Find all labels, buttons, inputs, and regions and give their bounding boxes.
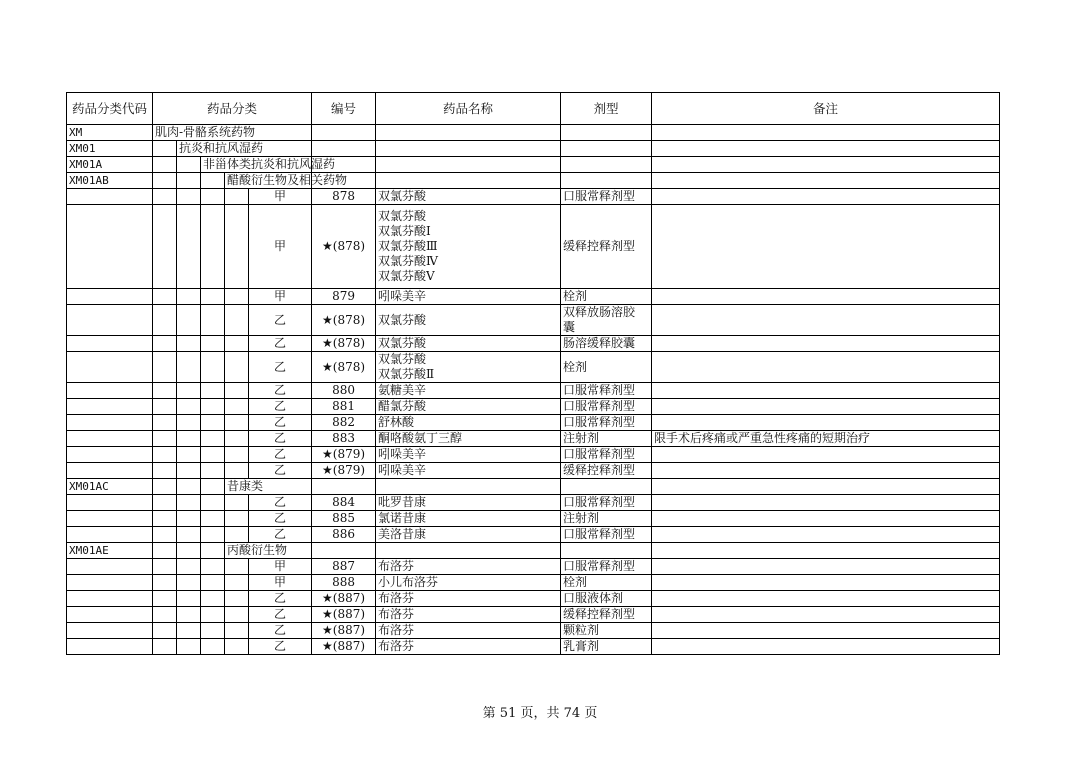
indent-cell bbox=[225, 289, 249, 305]
indent-cell bbox=[153, 173, 177, 189]
table-row bbox=[67, 447, 1000, 463]
code-cell bbox=[67, 639, 153, 655]
category-row bbox=[67, 125, 1000, 141]
table-row bbox=[67, 415, 1000, 431]
indent-cell bbox=[177, 607, 201, 623]
form-cell bbox=[561, 479, 652, 495]
note-cell bbox=[652, 607, 1000, 623]
grade-cell: 乙 bbox=[249, 527, 312, 543]
table-row bbox=[67, 336, 1000, 352]
dosage-form-cell: 栓剂 bbox=[561, 289, 652, 305]
number-cell: ★(878) bbox=[312, 336, 376, 352]
number-cell: 881 bbox=[312, 399, 376, 415]
form-cell bbox=[561, 157, 652, 173]
number-cell: 882 bbox=[312, 415, 376, 431]
table-row bbox=[67, 607, 1000, 623]
indent-cell bbox=[201, 639, 225, 655]
grade-cell: 乙 bbox=[249, 431, 312, 447]
form-cell bbox=[561, 125, 652, 141]
indent-cell bbox=[201, 352, 225, 383]
indent-cell bbox=[225, 591, 249, 607]
indent-cell bbox=[201, 559, 225, 575]
drug-name-cell: 布洛芬 bbox=[376, 591, 561, 607]
table-row bbox=[67, 305, 1000, 336]
note-cell bbox=[652, 305, 1000, 336]
note-cell: 限手术后疼痛或严重急性疼痛的短期治疗 bbox=[652, 431, 1000, 447]
indent-cell bbox=[153, 511, 177, 527]
indent-cell bbox=[201, 383, 225, 399]
indent-cell bbox=[201, 431, 225, 447]
grade-cell: 乙 bbox=[249, 447, 312, 463]
indent-cell bbox=[225, 575, 249, 591]
indent-cell bbox=[201, 463, 225, 479]
indent-cell bbox=[225, 527, 249, 543]
number-cell: ★(879) bbox=[312, 463, 376, 479]
footer-middle: 页，共 bbox=[520, 706, 560, 721]
indent-cell bbox=[177, 495, 201, 511]
indent-cell bbox=[153, 399, 177, 415]
indent-cell bbox=[201, 591, 225, 607]
indent-cell bbox=[201, 189, 225, 205]
number-cell: 880 bbox=[312, 383, 376, 399]
number-cell bbox=[312, 543, 376, 559]
indent-cell bbox=[153, 543, 177, 559]
note-cell bbox=[652, 383, 1000, 399]
header-category: 药品分类 bbox=[153, 93, 312, 125]
number-cell: 885 bbox=[312, 511, 376, 527]
grade-cell: 甲 bbox=[249, 205, 312, 289]
dosage-form-cell: 口服常释剂型 bbox=[561, 399, 652, 415]
indent-cell bbox=[225, 305, 249, 336]
category-name: 昔康类 bbox=[225, 479, 312, 495]
form-cell bbox=[561, 543, 652, 559]
drug-name-cell: 美洛昔康 bbox=[376, 527, 561, 543]
note-cell bbox=[652, 511, 1000, 527]
drug-name-cell: 吲哚美辛 bbox=[376, 289, 561, 305]
number-cell: ★(887) bbox=[312, 607, 376, 623]
table-row bbox=[67, 205, 1000, 289]
code-cell bbox=[67, 352, 153, 383]
grade-cell: 乙 bbox=[249, 591, 312, 607]
code-cell bbox=[67, 305, 153, 336]
indent-cell bbox=[201, 527, 225, 543]
drug-name-cell: 吲哚美辛 bbox=[376, 463, 561, 479]
indent-cell bbox=[153, 639, 177, 655]
drug-catalog-table bbox=[66, 92, 1000, 655]
number-cell: ★(887) bbox=[312, 591, 376, 607]
indent-cell bbox=[225, 511, 249, 527]
note-cell bbox=[652, 527, 1000, 543]
indent-cell bbox=[225, 189, 249, 205]
indent-cell bbox=[177, 591, 201, 607]
indent-cell bbox=[153, 336, 177, 352]
drug-name-cell: 醋氯芬酸 bbox=[376, 399, 561, 415]
dosage-form-cell: 肠溶缓释胶囊 bbox=[561, 336, 652, 352]
grade-cell: 乙 bbox=[249, 511, 312, 527]
category-name: 肌肉-骨骼系统药物 bbox=[153, 125, 312, 141]
code-cell bbox=[67, 623, 153, 639]
indent-cell bbox=[153, 305, 177, 336]
indent-cell bbox=[225, 559, 249, 575]
indent-cell bbox=[225, 495, 249, 511]
indent-cell bbox=[177, 543, 201, 559]
indent-cell bbox=[225, 415, 249, 431]
grade-cell: 乙 bbox=[249, 639, 312, 655]
drug-name-cell: 吲哚美辛 bbox=[376, 447, 561, 463]
code-cell bbox=[67, 527, 153, 543]
indent-cell bbox=[201, 205, 225, 289]
code-cell bbox=[67, 559, 153, 575]
indent-cell bbox=[225, 607, 249, 623]
number-cell: ★(879) bbox=[312, 447, 376, 463]
drug-name-cell: 布洛芬 bbox=[376, 559, 561, 575]
dosage-form-cell: 颗粒剂 bbox=[561, 623, 652, 639]
indent-cell bbox=[225, 352, 249, 383]
note-cell bbox=[652, 205, 1000, 289]
note-cell bbox=[652, 543, 1000, 559]
category-name: 非甾体类抗炎和抗风湿药 bbox=[201, 157, 312, 173]
note-cell bbox=[652, 479, 1000, 495]
indent-cell bbox=[201, 575, 225, 591]
indent-cell bbox=[153, 495, 177, 511]
indent-cell bbox=[177, 173, 201, 189]
table-row bbox=[67, 399, 1000, 415]
indent-cell bbox=[177, 479, 201, 495]
indent-cell bbox=[177, 559, 201, 575]
code-cell bbox=[67, 511, 153, 527]
indent-cell bbox=[177, 157, 201, 173]
dosage-form-cell: 口服常释剂型 bbox=[561, 559, 652, 575]
drug-name-cell: 双氯芬酸 双氯芬酸Ⅰ 双氯芬酸Ⅲ 双氯芬酸Ⅳ 双氯芬酸Ⅴ bbox=[376, 205, 561, 289]
drug-name-cell: 布洛芬 bbox=[376, 639, 561, 655]
indent-cell bbox=[177, 289, 201, 305]
note-cell bbox=[652, 575, 1000, 591]
dosage-form-cell: 双释放肠溶胶 囊 bbox=[561, 305, 652, 336]
grade-cell: 乙 bbox=[249, 415, 312, 431]
drug-name-cell: 双氯芬酸 bbox=[376, 189, 561, 205]
grade-cell: 乙 bbox=[249, 305, 312, 336]
code-cell bbox=[67, 399, 153, 415]
note-cell bbox=[652, 447, 1000, 463]
indent-cell bbox=[153, 559, 177, 575]
category-row bbox=[67, 479, 1000, 495]
indent-cell bbox=[225, 463, 249, 479]
indent-cell bbox=[201, 495, 225, 511]
indent-cell bbox=[153, 607, 177, 623]
number-cell: 887 bbox=[312, 559, 376, 575]
indent-cell bbox=[177, 431, 201, 447]
table-row bbox=[67, 559, 1000, 575]
indent-cell bbox=[201, 289, 225, 305]
grade-cell: 甲 bbox=[249, 575, 312, 591]
category-code: XM01AE bbox=[67, 543, 153, 559]
note-cell bbox=[652, 591, 1000, 607]
grade-cell: 乙 bbox=[249, 383, 312, 399]
form-cell bbox=[561, 141, 652, 157]
drug-name-cell: 双氯芬酸 双氯芬酸Ⅱ bbox=[376, 352, 561, 383]
table-row bbox=[67, 575, 1000, 591]
code-cell bbox=[67, 289, 153, 305]
category-name: 丙酸衍生物 bbox=[225, 543, 312, 559]
category-code: XM01AB bbox=[67, 173, 153, 189]
category-row bbox=[67, 157, 1000, 173]
header-form: 剂型 bbox=[561, 93, 652, 125]
dosage-form-cell: 口服常释剂型 bbox=[561, 495, 652, 511]
footer-total-pages: 74 bbox=[563, 706, 581, 721]
dosage-form-cell: 栓剂 bbox=[561, 352, 652, 383]
table-row bbox=[67, 527, 1000, 543]
indent-cell bbox=[177, 639, 201, 655]
dosage-form-cell: 口服液体剂 bbox=[561, 591, 652, 607]
drug-name-cell: 布洛芬 bbox=[376, 623, 561, 639]
indent-cell bbox=[201, 415, 225, 431]
dosage-form-cell: 口服常释剂型 bbox=[561, 527, 652, 543]
dosage-form-cell: 乳膏剂 bbox=[561, 639, 652, 655]
dosage-form-cell: 口服常释剂型 bbox=[561, 189, 652, 205]
number-cell: 879 bbox=[312, 289, 376, 305]
form-cell bbox=[561, 173, 652, 189]
table-row bbox=[67, 189, 1000, 205]
code-cell bbox=[67, 383, 153, 399]
indent-cell bbox=[153, 431, 177, 447]
grade-cell: 乙 bbox=[249, 336, 312, 352]
category-row bbox=[67, 173, 1000, 189]
note-cell bbox=[652, 336, 1000, 352]
indent-cell bbox=[153, 352, 177, 383]
indent-cell bbox=[201, 447, 225, 463]
name-cell bbox=[376, 125, 561, 141]
grade-cell: 乙 bbox=[249, 352, 312, 383]
drug-name-cell: 双氯芬酸 bbox=[376, 305, 561, 336]
code-cell bbox=[67, 189, 153, 205]
category-name: 醋酸衍生物及相关药物 bbox=[225, 173, 312, 189]
indent-cell bbox=[177, 399, 201, 415]
indent-cell bbox=[153, 141, 177, 157]
grade-cell: 乙 bbox=[249, 607, 312, 623]
note-cell bbox=[652, 173, 1000, 189]
code-cell bbox=[67, 591, 153, 607]
number-cell bbox=[312, 125, 376, 141]
note-cell bbox=[652, 189, 1000, 205]
indent-cell bbox=[177, 447, 201, 463]
code-cell bbox=[67, 607, 153, 623]
dosage-form-cell: 缓释控释剂型 bbox=[561, 205, 652, 289]
code-cell bbox=[67, 415, 153, 431]
header-name: 药品名称 bbox=[376, 93, 561, 125]
footer-prefix: 第 bbox=[482, 706, 496, 721]
name-cell bbox=[376, 141, 561, 157]
note-cell bbox=[652, 352, 1000, 383]
table-row bbox=[67, 639, 1000, 655]
indent-cell bbox=[177, 352, 201, 383]
table-row bbox=[67, 495, 1000, 511]
note-cell bbox=[652, 559, 1000, 575]
grade-cell: 甲 bbox=[249, 559, 312, 575]
number-cell bbox=[312, 141, 376, 157]
note-cell bbox=[652, 495, 1000, 511]
indent-cell bbox=[177, 623, 201, 639]
number-cell: 878 bbox=[312, 189, 376, 205]
code-cell bbox=[67, 495, 153, 511]
note-cell bbox=[652, 639, 1000, 655]
code-cell bbox=[67, 447, 153, 463]
indent-cell bbox=[225, 639, 249, 655]
name-cell bbox=[376, 543, 561, 559]
indent-cell bbox=[177, 189, 201, 205]
category-code: XM01 bbox=[67, 141, 153, 157]
category-name: 抗炎和抗风湿药 bbox=[177, 141, 312, 157]
indent-cell bbox=[225, 205, 249, 289]
header-number: 编号 bbox=[312, 93, 376, 125]
indent-cell bbox=[153, 447, 177, 463]
category-row bbox=[67, 141, 1000, 157]
indent-cell bbox=[201, 543, 225, 559]
table-row bbox=[67, 463, 1000, 479]
table-row bbox=[67, 289, 1000, 305]
code-cell bbox=[67, 205, 153, 289]
number-cell: 884 bbox=[312, 495, 376, 511]
dosage-form-cell: 口服常释剂型 bbox=[561, 383, 652, 399]
number-cell: ★(887) bbox=[312, 639, 376, 655]
note-cell bbox=[652, 289, 1000, 305]
category-code: XM bbox=[67, 125, 153, 141]
indent-cell bbox=[153, 157, 177, 173]
indent-cell bbox=[201, 623, 225, 639]
indent-cell bbox=[177, 415, 201, 431]
note-cell bbox=[652, 399, 1000, 415]
table-row bbox=[67, 623, 1000, 639]
note-cell bbox=[652, 125, 1000, 141]
drug-name-cell: 舒林酸 bbox=[376, 415, 561, 431]
code-cell bbox=[67, 575, 153, 591]
table-row bbox=[67, 431, 1000, 447]
drug-name-cell: 布洛芬 bbox=[376, 607, 561, 623]
indent-cell bbox=[153, 479, 177, 495]
drug-name-cell: 小儿布洛芬 bbox=[376, 575, 561, 591]
indent-cell bbox=[201, 173, 225, 189]
indent-cell bbox=[177, 205, 201, 289]
note-cell bbox=[652, 623, 1000, 639]
page-footer bbox=[0, 702, 1080, 721]
indent-cell bbox=[177, 305, 201, 336]
dosage-form-cell: 栓剂 bbox=[561, 575, 652, 591]
table-row bbox=[67, 591, 1000, 607]
indent-cell bbox=[153, 205, 177, 289]
indent-cell bbox=[153, 383, 177, 399]
drug-name-cell: 双氯芬酸 bbox=[376, 336, 561, 352]
note-cell bbox=[652, 415, 1000, 431]
dosage-form-cell: 注射剂 bbox=[561, 511, 652, 527]
grade-cell: 乙 bbox=[249, 463, 312, 479]
indent-cell bbox=[153, 463, 177, 479]
drug-name-cell: 吡罗昔康 bbox=[376, 495, 561, 511]
code-cell bbox=[67, 336, 153, 352]
dosage-form-cell: 缓释控释剂型 bbox=[561, 463, 652, 479]
indent-cell bbox=[153, 591, 177, 607]
note-cell bbox=[652, 141, 1000, 157]
number-cell: ★(878) bbox=[312, 352, 376, 383]
name-cell bbox=[376, 479, 561, 495]
footer-suffix: 页 bbox=[584, 706, 598, 721]
indent-cell bbox=[201, 511, 225, 527]
indent-cell bbox=[225, 399, 249, 415]
table-header-row bbox=[67, 93, 1000, 125]
dosage-form-cell: 口服常释剂型 bbox=[561, 415, 652, 431]
indent-cell bbox=[153, 527, 177, 543]
indent-cell bbox=[153, 623, 177, 639]
category-code: XM01AC bbox=[67, 479, 153, 495]
category-code: XM01A bbox=[67, 157, 153, 173]
indent-cell bbox=[225, 431, 249, 447]
number-cell: ★(878) bbox=[312, 305, 376, 336]
indent-cell bbox=[201, 399, 225, 415]
number-cell: ★(878) bbox=[312, 205, 376, 289]
indent-cell bbox=[201, 305, 225, 336]
drug-name-cell: 氨糖美辛 bbox=[376, 383, 561, 399]
code-cell bbox=[67, 431, 153, 447]
dosage-form-cell: 口服常释剂型 bbox=[561, 447, 652, 463]
number-cell: ★(887) bbox=[312, 623, 376, 639]
name-cell bbox=[376, 157, 561, 173]
grade-cell: 甲 bbox=[249, 189, 312, 205]
dosage-form-cell: 注射剂 bbox=[561, 431, 652, 447]
note-cell bbox=[652, 463, 1000, 479]
indent-cell bbox=[153, 289, 177, 305]
code-cell bbox=[67, 463, 153, 479]
table-row bbox=[67, 511, 1000, 527]
indent-cell bbox=[177, 511, 201, 527]
indent-cell bbox=[153, 415, 177, 431]
name-cell bbox=[376, 173, 561, 189]
indent-cell bbox=[201, 479, 225, 495]
header-code: 药品分类代码 bbox=[67, 93, 153, 125]
number-cell: 888 bbox=[312, 575, 376, 591]
table-row bbox=[67, 383, 1000, 399]
indent-cell bbox=[225, 336, 249, 352]
indent-cell bbox=[225, 623, 249, 639]
indent-cell bbox=[201, 336, 225, 352]
indent-cell bbox=[177, 527, 201, 543]
indent-cell bbox=[177, 575, 201, 591]
drug-name-cell: 氯诺昔康 bbox=[376, 511, 561, 527]
footer-page-number: 51 bbox=[499, 706, 517, 721]
grade-cell: 乙 bbox=[249, 495, 312, 511]
indent-cell bbox=[225, 447, 249, 463]
grade-cell: 乙 bbox=[249, 399, 312, 415]
drug-name-cell: 酮咯酸氨丁三醇 bbox=[376, 431, 561, 447]
indent-cell bbox=[153, 189, 177, 205]
indent-cell bbox=[153, 575, 177, 591]
number-cell: 886 bbox=[312, 527, 376, 543]
number-cell bbox=[312, 479, 376, 495]
table-row bbox=[67, 352, 1000, 383]
note-cell bbox=[652, 157, 1000, 173]
category-row bbox=[67, 543, 1000, 559]
header-note: 备注 bbox=[652, 93, 1000, 125]
indent-cell bbox=[177, 336, 201, 352]
grade-cell: 甲 bbox=[249, 289, 312, 305]
indent-cell bbox=[225, 383, 249, 399]
number-cell: 883 bbox=[312, 431, 376, 447]
indent-cell bbox=[177, 463, 201, 479]
dosage-form-cell: 缓释控释剂型 bbox=[561, 607, 652, 623]
indent-cell bbox=[201, 607, 225, 623]
indent-cell bbox=[177, 383, 201, 399]
grade-cell: 乙 bbox=[249, 623, 312, 639]
